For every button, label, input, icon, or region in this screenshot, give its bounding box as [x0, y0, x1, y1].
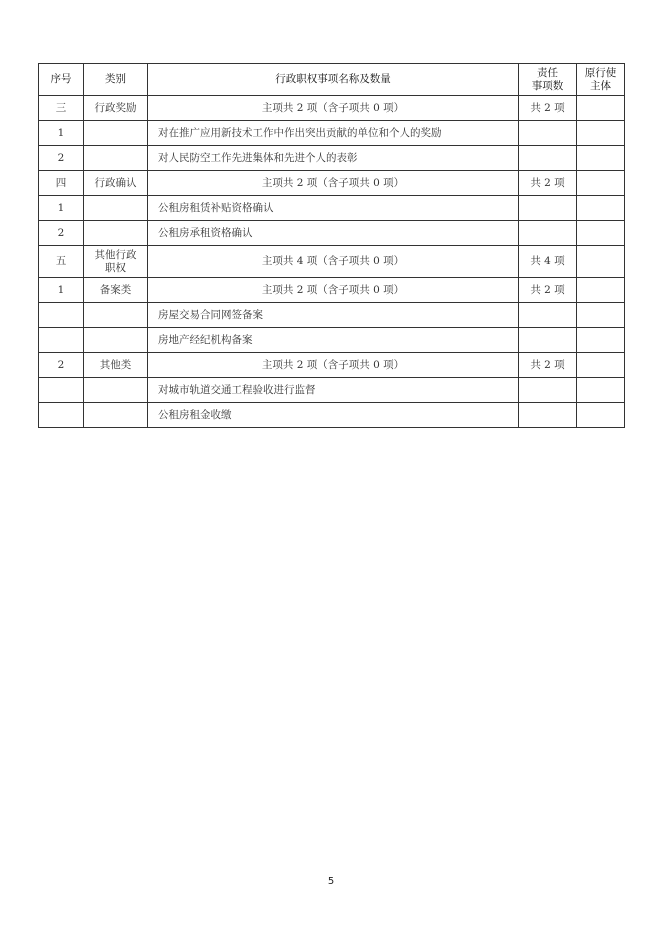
cell-duty-count: 共 2 项 [519, 96, 577, 121]
table-row [39, 328, 625, 353]
cell-seq [39, 328, 84, 353]
cell-category [84, 196, 148, 221]
cell-duty-count [519, 196, 577, 221]
administrative-power-table [38, 63, 625, 428]
header-category: 类别 [84, 64, 148, 96]
cell-seq: 五 [39, 246, 84, 278]
cell-duty-count [519, 121, 577, 146]
cell-category [84, 221, 148, 246]
cell-category [84, 146, 148, 171]
table-row [39, 278, 625, 303]
cell-exercising-body [577, 403, 625, 428]
table-row [39, 121, 625, 146]
table-row [39, 96, 625, 121]
table-row [39, 353, 625, 378]
cell-seq: 2 [39, 221, 84, 246]
header-seq: 序号 [39, 64, 84, 96]
table-row [39, 303, 625, 328]
cell-item-name: 房屋交易合同网签备案 [148, 303, 519, 328]
cell-item-name: 公租房租金收缴 [148, 403, 519, 428]
cell-seq: 四 [39, 171, 84, 196]
cell-duty-count: 共 2 项 [519, 278, 577, 303]
table-row [39, 403, 625, 428]
cell-exercising-body [577, 328, 625, 353]
cell-exercising-body [577, 303, 625, 328]
cell-seq [39, 378, 84, 403]
table-header-row [39, 64, 625, 96]
header-duty-count: 责任 事项数 [519, 64, 577, 96]
header-exercising-body: 原行使 主体 [577, 64, 625, 96]
cell-category [84, 121, 148, 146]
cell-category: 行政奖励 [84, 96, 148, 121]
cell-seq: 2 [39, 146, 84, 171]
cell-seq: 1 [39, 278, 84, 303]
cell-duty-count: 共 4 项 [519, 246, 577, 278]
cell-category [84, 303, 148, 328]
cell-category [84, 403, 148, 428]
cell-exercising-body [577, 171, 625, 196]
table-row [39, 146, 625, 171]
cell-item-name: 对人民防空工作先进集体和先进个人的表彰 [148, 146, 519, 171]
table-row [39, 171, 625, 196]
cell-exercising-body [577, 146, 625, 171]
cell-duty-count [519, 303, 577, 328]
cell-seq: 1 [39, 121, 84, 146]
table-row [39, 221, 625, 246]
cell-seq [39, 403, 84, 428]
cell-item-name: 房地产经纪机构备案 [148, 328, 519, 353]
cell-exercising-body [577, 353, 625, 378]
cell-item-name: 公租房租赁补贴资格确认 [148, 196, 519, 221]
cell-duty-count: 共 2 项 [519, 353, 577, 378]
cell-exercising-body [577, 121, 625, 146]
cell-seq: 三 [39, 96, 84, 121]
cell-item-name: 主项共 4 项（含子项共 0 项） [148, 246, 519, 278]
cell-item-name: 公租房承租资格确认 [148, 221, 519, 246]
cell-item-name: 主项共 2 项（含子项共 0 项） [148, 353, 519, 378]
cell-exercising-body [577, 246, 625, 278]
cell-duty-count [519, 146, 577, 171]
cell-seq: 2 [39, 353, 84, 378]
header-item-name: 行政职权事项名称及数量 [148, 64, 519, 96]
cell-exercising-body [577, 378, 625, 403]
cell-item-name: 主项共 2 项（含子项共 0 项） [148, 278, 519, 303]
cell-exercising-body [577, 278, 625, 303]
cell-exercising-body [577, 196, 625, 221]
cell-duty-count [519, 378, 577, 403]
cell-category [84, 328, 148, 353]
cell-category: 行政确认 [84, 171, 148, 196]
cell-category: 备案类 [84, 278, 148, 303]
cell-exercising-body [577, 221, 625, 246]
cell-category: 其他行政 职权 [84, 246, 148, 278]
cell-duty-count [519, 221, 577, 246]
cell-seq [39, 303, 84, 328]
cell-item-name: 对城市轨道交通工程验收进行监督 [148, 378, 519, 403]
cell-category [84, 378, 148, 403]
table-row [39, 246, 625, 278]
cell-duty-count [519, 403, 577, 428]
cell-category: 其他类 [84, 353, 148, 378]
cell-duty-count: 共 2 项 [519, 171, 577, 196]
cell-item-name: 主项共 2 项（含子项共 0 项） [148, 171, 519, 196]
cell-duty-count [519, 328, 577, 353]
table-row [39, 196, 625, 221]
cell-seq: 1 [39, 196, 84, 221]
cell-item-name: 对在推广应用新技术工作中作出突出贡献的单位和个人的奖励 [148, 121, 519, 146]
cell-exercising-body [577, 96, 625, 121]
table-row [39, 378, 625, 403]
page-number: 5 [327, 876, 335, 887]
cell-item-name: 主项共 2 项（含子项共 0 项） [148, 96, 519, 121]
